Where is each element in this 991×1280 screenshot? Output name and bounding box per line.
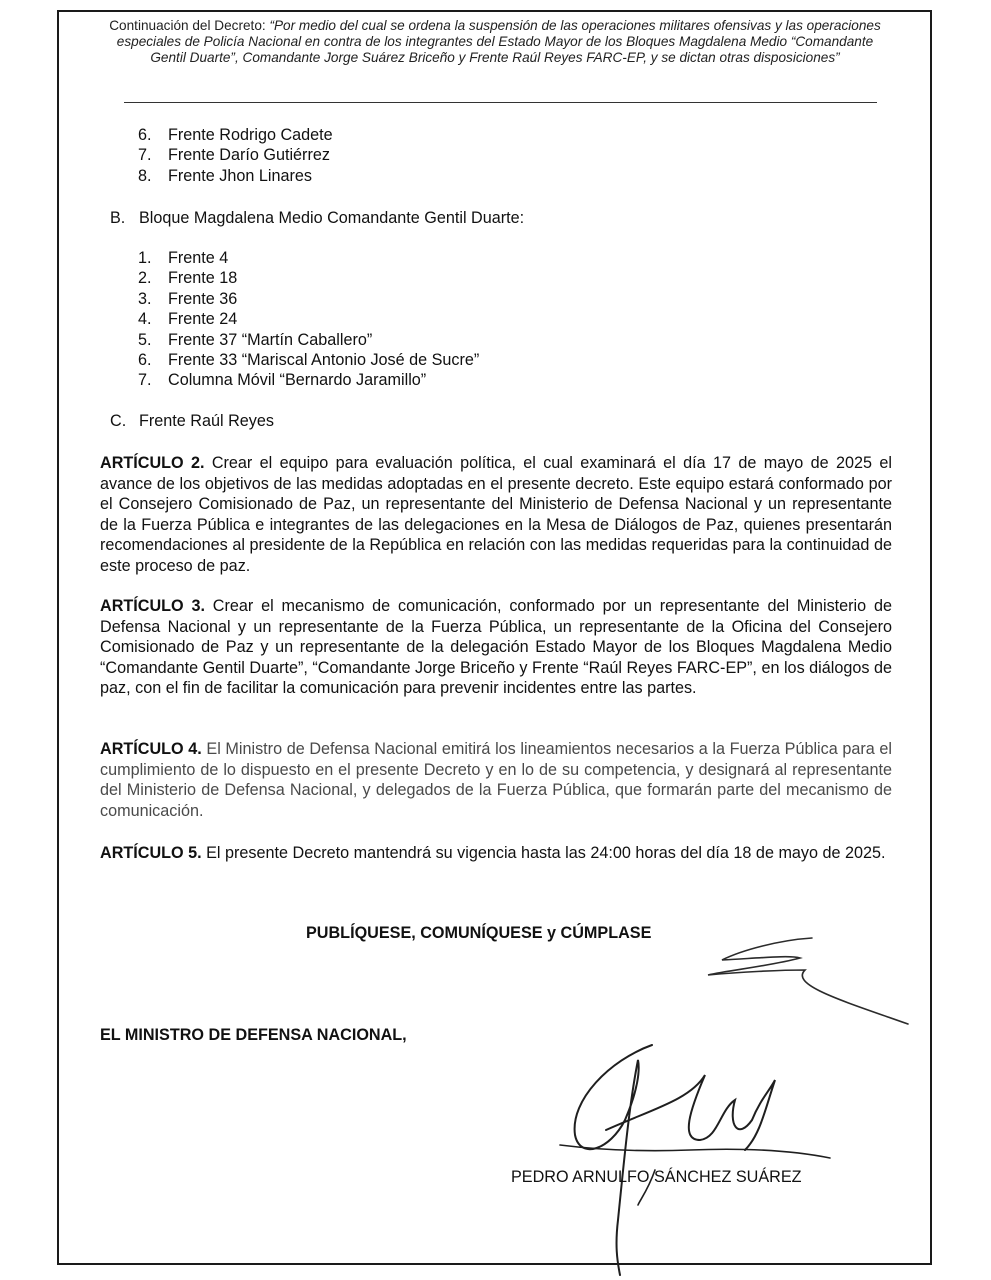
list-item: 6. Frente Rodrigo Cadete [138,126,333,144]
list-bloque-b [138,248,479,391]
signer-name: PEDRO ARNULFO SÁNCHEZ SUÁREZ [511,1168,802,1186]
list-item: 6. Frente 33 “Mariscal Antonio José de Sucre” [138,351,480,370]
closing-formula: PUBLÍQUESE, COMUNÍQUESE y CÚMPLASE [306,924,652,942]
list-item: 8. Frente Jhon Linares [138,166,312,185]
minister-title: EL MINISTRO DE DEFENSA NACIONAL, [100,1026,407,1044]
section-c-heading: C. Frente Raúl Reyes [110,412,274,430]
list-item: 1. Frente 4 [138,249,229,267]
list-item: 7. Columna Móvil “Bernardo Jaramillo” [138,371,427,390]
article-heading: ARTÍCULO 4. [100,740,202,758]
article-5 [100,843,892,864]
list-item: 4. Frente 24 [138,310,238,329]
list-item: 2. Frente 18 [138,269,238,288]
article-heading: ARTÍCULO 3. [100,597,205,615]
article-3 [100,596,892,699]
decree-header [100,18,890,66]
header-divider [124,102,877,103]
article-4 [100,739,892,821]
article-heading: ARTÍCULO 2. [100,454,205,472]
article-body: Crear el equipo para evaluación política, el cual examinará el día 17 de mayo de 2025 el avance de los objetivos de las medidas adoptadas en el presente decreto. Este equipo estará conformado por el Consejero Comisionado de Paz, un representante del Ministerio de Defensa Nacional y un representante de la Fuerza Pública e integrantes de las delegaciones en la Mesa de Diálogos de Paz, quienes presentarán recomendaciones al presidente de la República en relación con las medidas requeridas para la continuidad de este proceso de paz. [100,454,892,575]
article-2 [100,453,892,576]
section-b-heading: B. Bloque Magdalena Medio Comandante Gentil Duarte: [110,209,525,227]
list-item: 7. Frente Darío Gutiérrez [138,146,330,165]
list-item: 5. Frente 37 “Martín Caballero” [138,330,373,349]
list-item: 3. Frente 36 [138,289,238,308]
header-lead: Continuación del Decreto: [109,18,270,33]
article-body: El Ministro de Defensa Nacional emitirá los lineamientos necesarios a la Fuerza Pública para el cumplimiento de lo dispuesto en el presente Decreto y en lo de su competencia, y designará al representante del Ministerio de Defensa Nacional, y delegados de la Fuerza Pública, que formarán parte del mecanismo de comunicación. [100,740,892,820]
article-heading: ARTÍCULO 5. [100,844,202,862]
article-body: Crear el mecanismo de comunicación, conformado por un representante del Ministerio de Defensa Nacional y un representante de la Fuerza Pública, un representante de la Oficina del Consejero Comisionado de Paz y un representante de la delegación Estado Mayor de los Bloques Magdalena Medio “Comandante Gentil Duarte”, “Comandante Jorge Briceño y Frente “Raúl Reyes FARC-EP”, en los diálogos de paz, con el fin de facilitar la comunicación para prevenir incidentes entre las partes. [100,597,892,697]
list-bloque-a-continued [138,125,333,186]
article-body: El presente Decreto mantendrá su vigencia hasta las 24:00 horas del día 18 de mayo de 2025. [201,844,886,862]
header-title-quote: “Por medio del cual se ordena la suspensión de las operaciones militares ofensivas y las operaciones especiales de Policía Nacional en contra de los integrantes del Estado Mayor de los Bloques Magdalena Medio “Comandante Gentil Duarte”, Comandante Jorge Suárez Briceño y Frente Raúl Reyes FARC-EP, y se dictan otras disposiciones” [116,18,881,65]
